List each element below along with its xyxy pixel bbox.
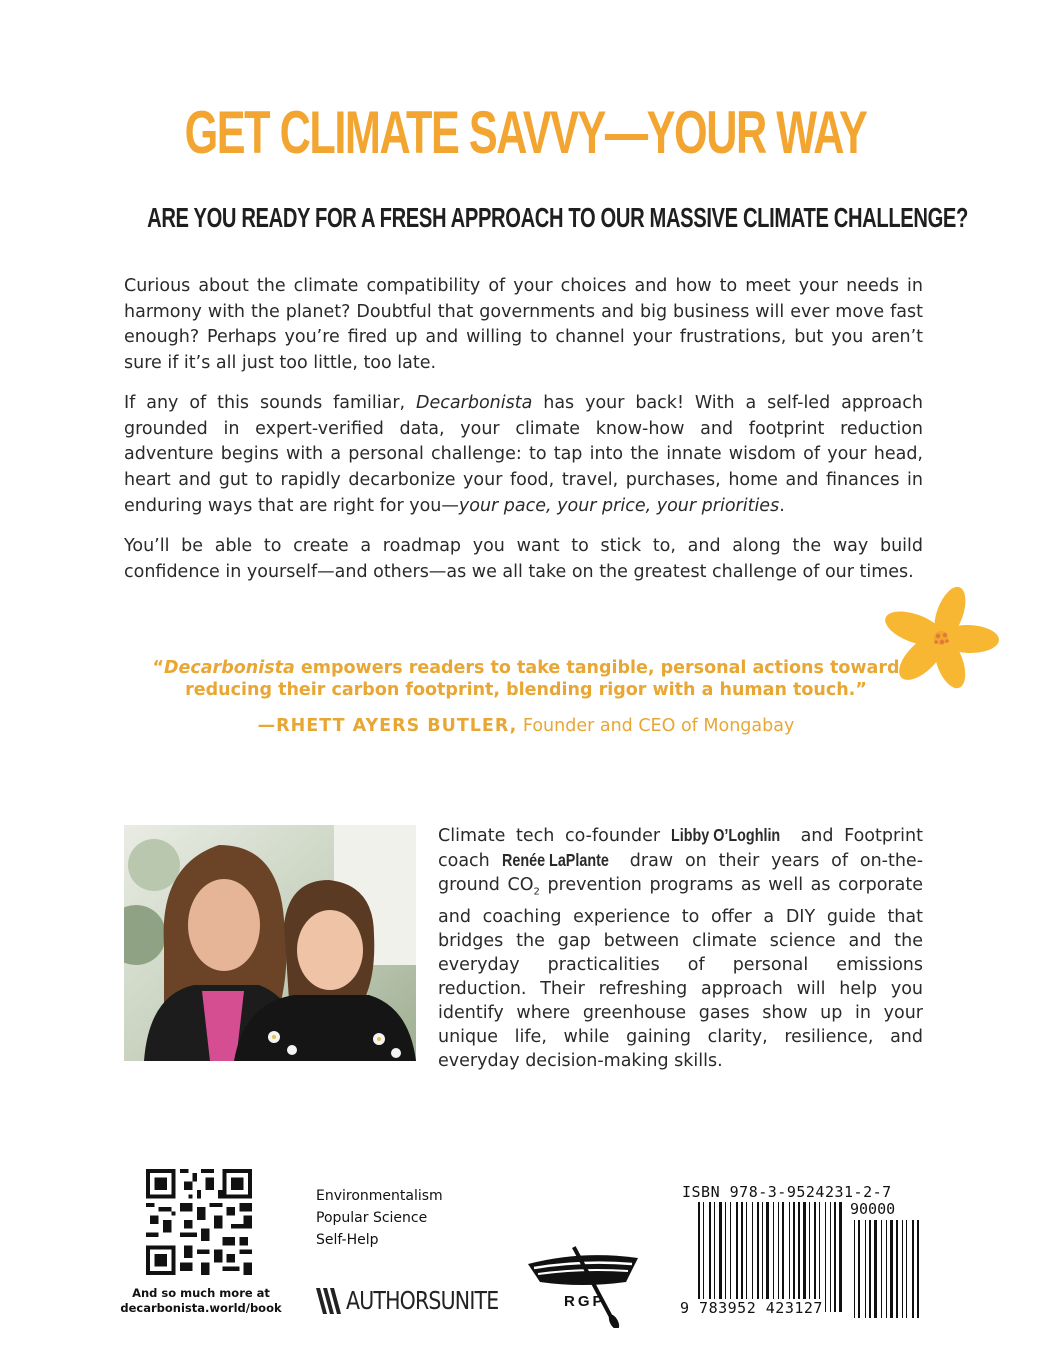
book-title: Decarbonista (416, 393, 533, 413)
rgp-logo-text: RGP (564, 1293, 606, 1310)
testimonial-attribution: —RHETT AYERS BUTLER, Founder and CEO of Mongabay (257, 716, 795, 736)
price-addon-code: 90000 (850, 1200, 896, 1218)
approach-paragraph: If any of this sounds familiar, Decarbonista has your back! With a self-led approach grounded in expert-verified data, your climate know-how and footprint reduction adventure begins with a personal challenge: to tap into the innate wisdom of your head, heart and gut to rapidly decarbonize your food, travel, purchases, home and finances in enduring ways that are right for you—your pace, your price, your priorities. (124, 393, 923, 516)
authors-photo (124, 825, 416, 1061)
category-item: Environmentalism (316, 1188, 443, 1204)
back-cover-subheadline: ARE YOU READY FOR A FRESH APPROACH TO OUR MASSIVE CLIMATE CHALLENGE? (147, 202, 968, 233)
back-cover-headline: GET CLIMATE SAVVY—YOUR WAY (184, 99, 867, 166)
qr-caption: And so much more at decarbonista.world/book (118, 1286, 284, 1316)
category-list (316, 1185, 443, 1251)
authorsunite-logo: AUTHORSUNITE (316, 1286, 532, 1315)
isbn-label: ISBN 978-3-9524231-2-7 (682, 1183, 892, 1201)
book-website-link[interactable]: decarbonista.world/book (120, 1301, 282, 1315)
category-item: Self-Help (316, 1232, 379, 1248)
intro-paragraph: Curious about the climate compatibility of your choices and how to meet your needs in harmony with the planet? Doubtful that governments and big business will ever move fast enough? Perhaps you’re fired up and willing to channel your frustrations, but you aren’t sure if it’s all just too little, too late. (124, 276, 923, 374)
stripes-icon (316, 1288, 346, 1314)
rgp-boat-logo-icon (522, 1242, 642, 1328)
author-name-libby: Libby O’Loghlin (670, 825, 780, 845)
category-item: Popular Science (316, 1210, 428, 1226)
author-name-renee: Renée LaPlante (501, 850, 609, 871)
emphasis-text: your pace, your price, your priorities (458, 495, 780, 516)
ean-digits: 9 783952 423127 (680, 1299, 823, 1317)
testimonial-quote: “Decarbonista empowers readers to take tangible, personal actions toward reducing their carbon footprint, blending rigor with a human touch.” (152, 658, 900, 700)
qr-code-icon[interactable] (146, 1169, 252, 1275)
roadmap-paragraph: You’ll be able to create a roadmap you want to stick to, and along the way build confidence in yourself—and others—as we all take on the greatest challenge of our times. (124, 536, 923, 582)
authors-bio: Climate tech co-founder Libby O’Loghlin and Footprint coach Renée LaPlante draw on their years of on-the-ground $CO_2$ prevention programs as well as corporate and coaching experience to offer a DIY guide that bridges the gap between climate science and the everyday practicalities of personal emissions reduction. Their refreshing approach will help you identify where greenhouse gases show up in your unique life, while gaining clarity, resilience, and everyday decision-making skills. (438, 825, 924, 1072)
